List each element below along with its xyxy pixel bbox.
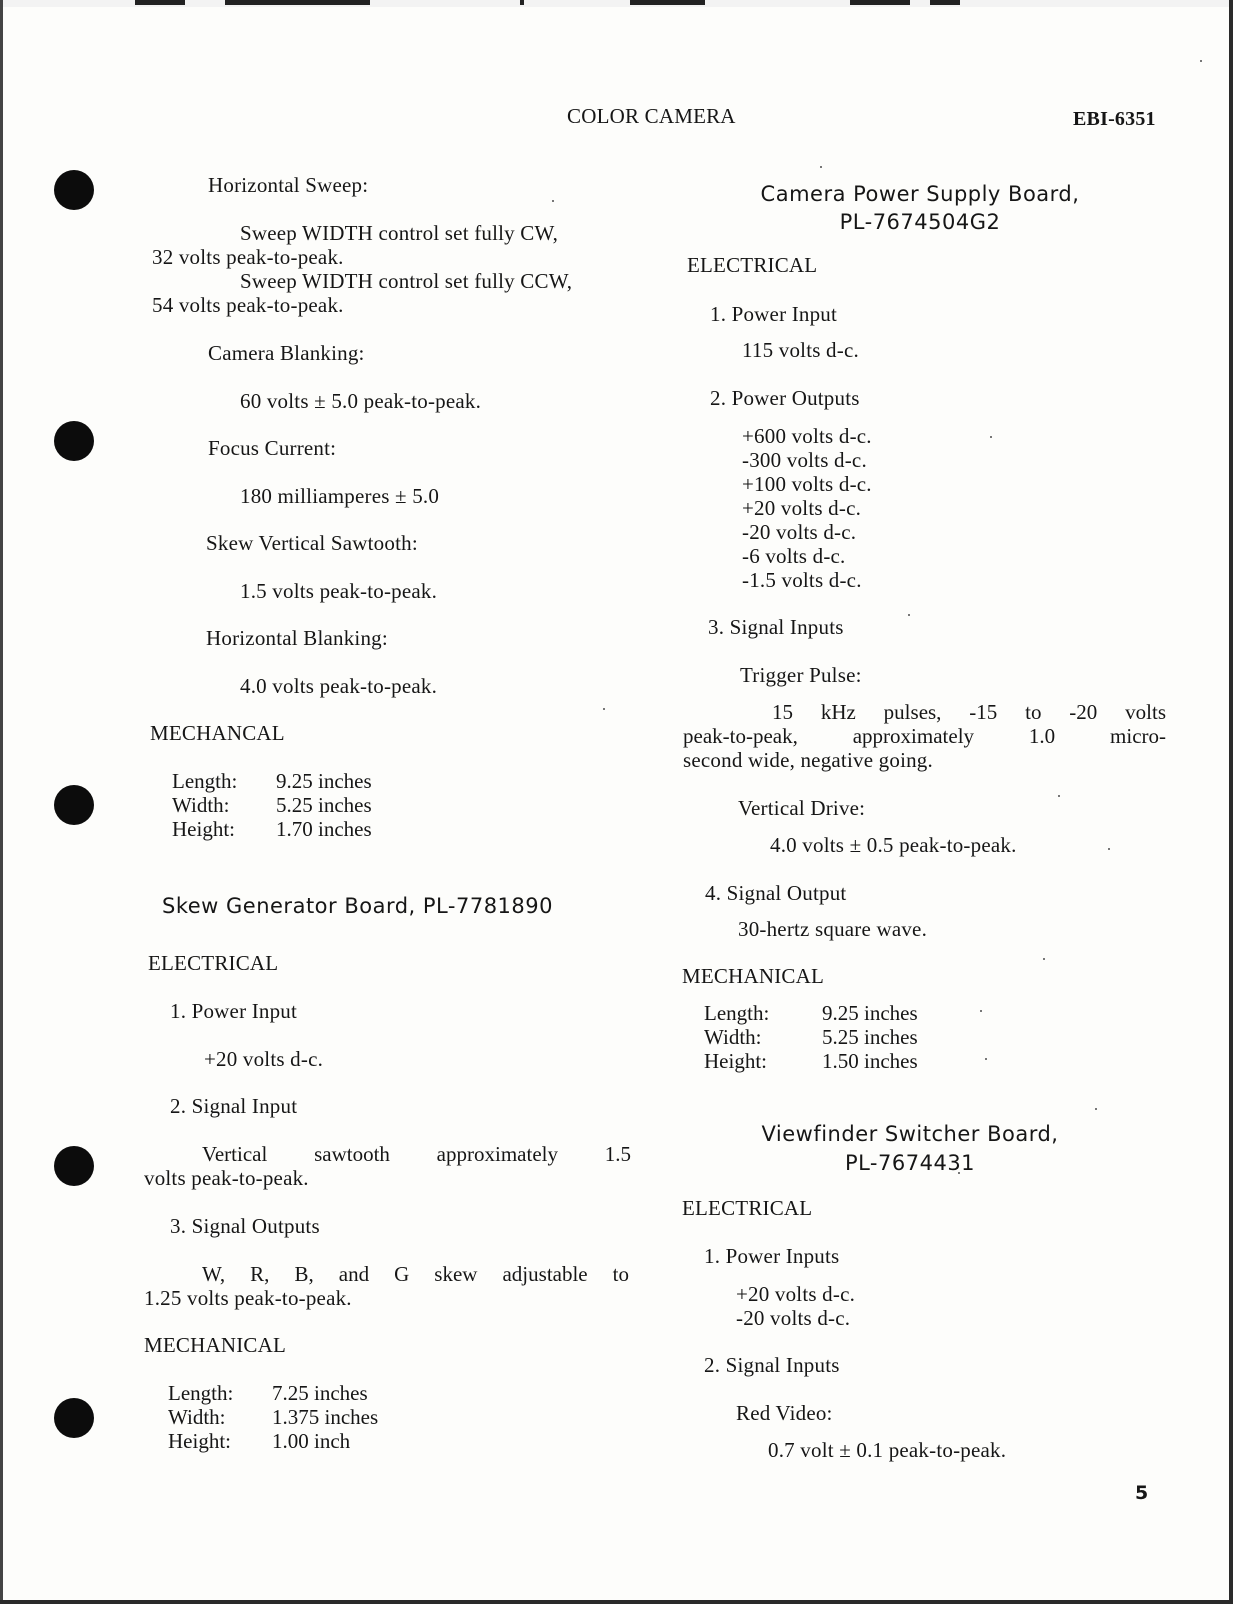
skew-sawtooth-value: 1.5 volts peak-to-peak.: [240, 579, 438, 603]
focus-current-value: 180 milliamperes ± 5.0: [240, 484, 440, 508]
skew-power-input-heading: 1. Power Input: [170, 999, 298, 1023]
skew-sawtooth-heading: Skew Vertical Sawtooth:: [206, 531, 418, 555]
mechanical-heading: MECHANCAL: [150, 721, 285, 745]
red-video-heading: Red Video:: [736, 1401, 833, 1425]
power-output-item: -1.5 volts d-c.: [742, 568, 862, 592]
power-output-item: -6 volts d-c.: [742, 544, 846, 568]
dimension-row: Width: 5.25 inches: [172, 793, 372, 817]
ps-power-input-value: 115 volts d-c.: [742, 338, 859, 362]
ps-signal-output-heading: 4. Signal Output: [705, 881, 847, 905]
ps-electrical-heading: ELECTRICAL: [687, 253, 818, 277]
vf-power-input-item: -20 volts d-c.: [736, 1306, 851, 1330]
scan-bottom-edge: [0, 1600, 1233, 1604]
camera-blanking-heading: Camera Blanking:: [208, 341, 365, 365]
scan-right-edge: [1229, 0, 1233, 1604]
vertical-drive-value: 4.0 volts ± 0.5 peak-to-peak.: [770, 833, 1017, 857]
viewfinder-board-title: Viewfinder Switcher Board,: [761, 1122, 1059, 1146]
sweep-ccw-line: Sweep WIDTH control set fully CCW,: [240, 269, 573, 293]
dimension-row: Length: 7.25 inches: [168, 1381, 368, 1405]
vf-electrical-heading: ELECTRICAL: [682, 1196, 813, 1220]
binder-hole: [54, 785, 94, 825]
trigger-pulse-line: second wide, negative going.: [683, 748, 933, 772]
trigger-pulse-heading: Trigger Pulse:: [740, 663, 862, 687]
skew-signal-outputs-line: W, R, B, and G skew adjustable to: [202, 1262, 629, 1286]
sweep-cw-value: 32 volts peak-to-peak.: [152, 245, 344, 269]
ps-power-input-heading: 1. Power Input: [710, 302, 838, 326]
viewfinder-board-number: PL-7674431: [844, 1151, 976, 1175]
ps-signal-inputs-heading: 3. Signal Inputs: [708, 615, 844, 639]
trigger-pulse-line: 15 kHz pulses, -15 to -20 volts: [772, 700, 1166, 724]
skew-board-title: Skew Generator Board, PL-7781890: [162, 894, 553, 918]
sweep-ccw-value: 54 volts peak-to-peak.: [152, 293, 344, 317]
document-number: EBI-6351: [1073, 108, 1156, 130]
binder-hole: [54, 421, 94, 461]
binder-hole: [54, 1146, 94, 1186]
skew-signal-outputs-heading: 3. Signal Outputs: [170, 1214, 320, 1238]
ps-mechanical-heading: MECHANICAL: [682, 964, 824, 988]
power-output-item: +600 volts d-c.: [742, 424, 872, 448]
red-video-value: 0.7 volt ± 0.1 peak-to-peak.: [768, 1438, 1007, 1462]
dimension-row: Height: 1.00 inch: [168, 1429, 351, 1453]
power-output-item: -300 volts d-c.: [742, 448, 867, 472]
dimensions-table: [172, 769, 372, 841]
binder-hole: [54, 1398, 94, 1438]
vertical-drive-heading: Vertical Drive:: [738, 796, 866, 820]
page-number: 5: [1135, 1482, 1149, 1504]
vf-power-input-item: +20 volts d-c.: [736, 1282, 856, 1306]
skew-signal-input-line: Vertical sawtooth approximately 1.5: [202, 1142, 631, 1166]
focus-current-heading: Focus Current:: [208, 436, 337, 460]
skew-electrical-heading: ELECTRICAL: [148, 951, 279, 975]
horizontal-blanking-heading: Horizontal Blanking:: [206, 626, 388, 650]
document-title: COLOR CAMERA: [567, 104, 736, 128]
skew-power-input-value: +20 volts d-c.: [204, 1047, 324, 1071]
vf-signal-inputs-heading: 2. Signal Inputs: [704, 1353, 840, 1377]
dimension-row: Length: 9.25 inches: [704, 1001, 918, 1025]
ps-power-outputs-heading: 2. Power Outputs: [710, 386, 860, 410]
sweep-cw-line: Sweep WIDTH control set fully CW,: [240, 221, 559, 245]
dimension-row: Width: 5.25 inches: [704, 1025, 918, 1049]
ps-dimensions-table: [704, 1001, 918, 1073]
skew-dimensions-table: [168, 1381, 378, 1453]
power-output-item: -20 volts d-c.: [742, 520, 857, 544]
horizontal-sweep-heading: Horizontal Sweep:: [208, 173, 369, 197]
skew-mechanical-heading: MECHANICAL: [144, 1333, 286, 1357]
dimension-row: Height: 1.70 inches: [172, 817, 372, 841]
binder-hole: [54, 170, 94, 210]
skew-signal-outputs-line: 1.25 volts peak-to-peak.: [144, 1286, 352, 1310]
camera-blanking-value: 60 volts ± 5.0 peak-to-peak.: [240, 389, 482, 413]
power-supply-board-title: Camera Power Supply Board,: [760, 182, 1080, 206]
scan-left-edge: [0, 0, 3, 1604]
dimension-row: Height: 1.50 inches: [704, 1049, 918, 1073]
power-output-item: +100 volts d-c.: [742, 472, 872, 496]
power-output-item: +20 volts d-c.: [742, 496, 862, 520]
trigger-pulse-line: peak-to-peak, approximately 1.0 micro-: [683, 724, 1166, 748]
dimension-row: Length: 9.25 inches: [172, 769, 372, 793]
dimension-row: Width: 1.375 inches: [168, 1405, 379, 1429]
ps-signal-output-value: 30-hertz square wave.: [738, 917, 928, 941]
horizontal-blanking-value: 4.0 volts peak-to-peak.: [240, 674, 438, 698]
power-supply-board-number: PL-7674504G2: [839, 210, 1001, 234]
skew-signal-input-heading: 2. Signal Input: [170, 1094, 298, 1118]
skew-signal-input-line: volts peak-to-peak.: [144, 1166, 309, 1190]
scan-top-edge: [0, 0, 1233, 7]
vf-power-inputs-heading: 1. Power Inputs: [704, 1244, 840, 1268]
